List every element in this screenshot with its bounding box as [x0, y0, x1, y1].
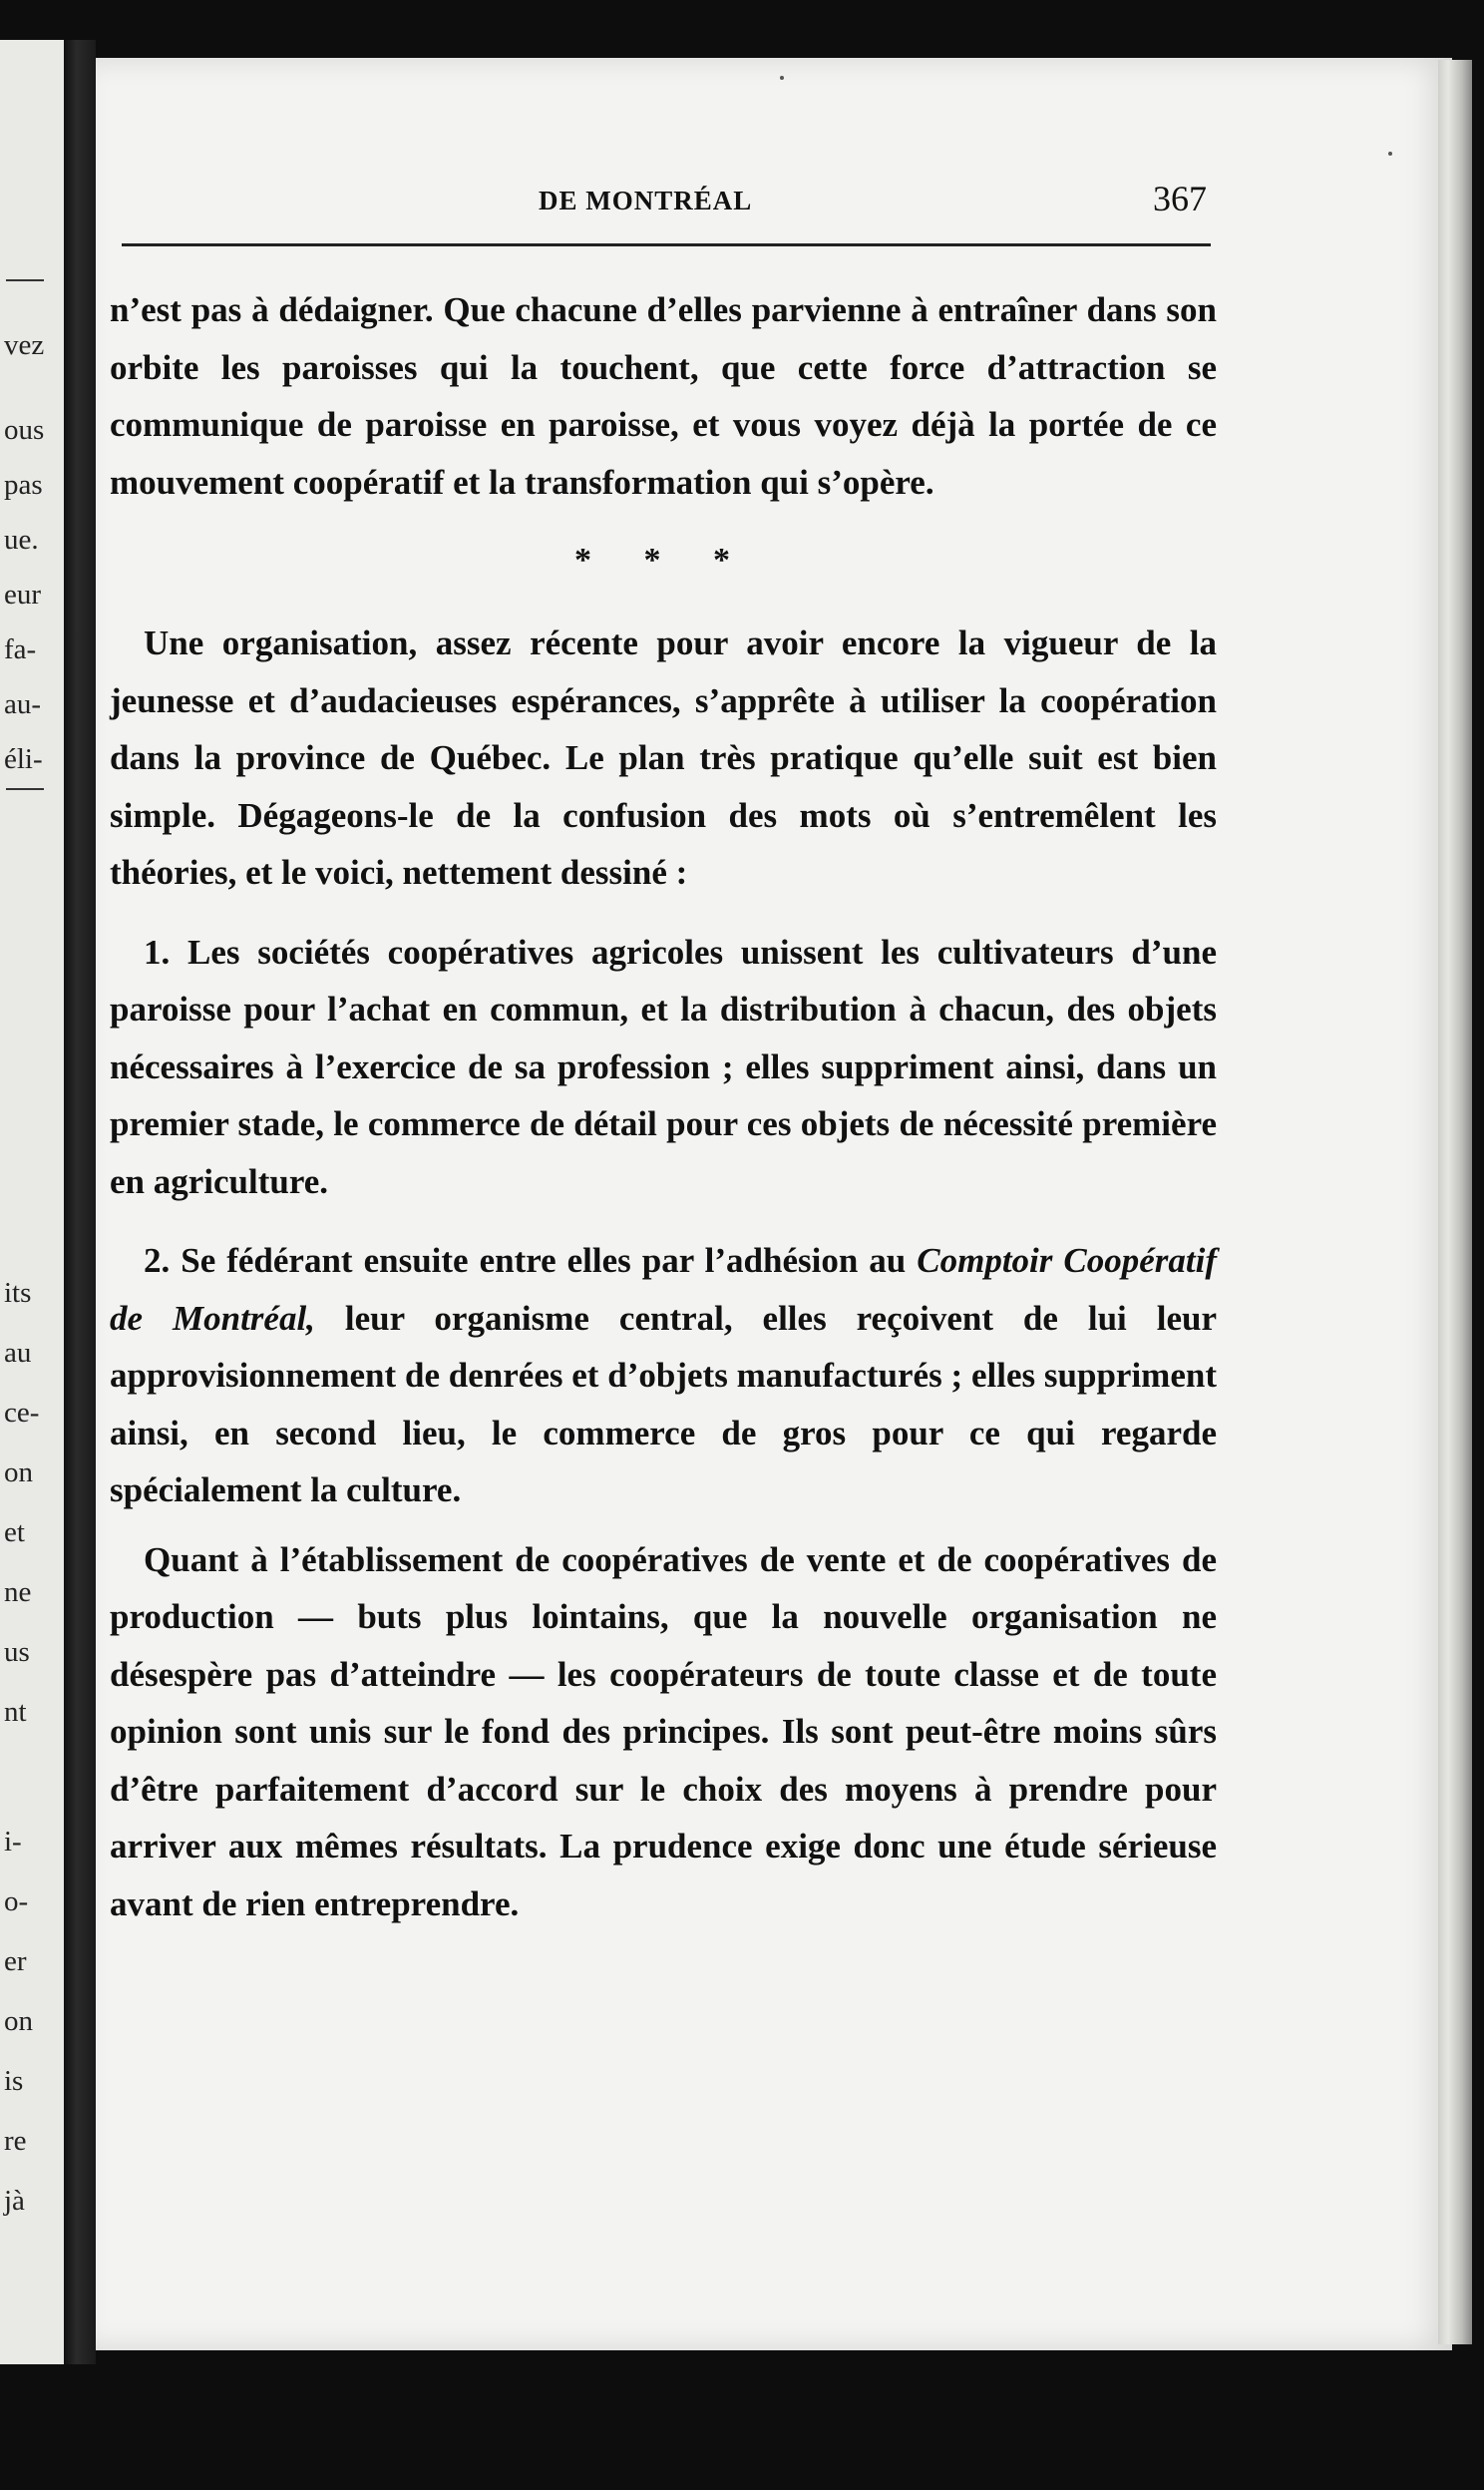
margin-fragment: pas: [4, 469, 43, 501]
margin-fragment: ce-: [4, 1397, 40, 1429]
paragraph: n’est pas à dédaigner. Que chacune d’elles parvienne à entraîner dans son orbite les paroisses qui la touchent, que cette force d’attraction se communique de paroisse en paroisse, et vous voyez déjà la portée de ce mouvement coopératif et la transformation qui s’opère.: [110, 290, 1217, 502]
margin-fragment: i-: [4, 1826, 22, 1858]
margin-fragment: o-: [4, 1885, 29, 1917]
page-number: 367: [1153, 179, 1207, 218]
numbered-item: [110, 1232, 1217, 1519]
book-gutter: [64, 40, 96, 2364]
margin-fragment: us: [4, 1636, 30, 1668]
section-separator: * * *: [574, 542, 752, 579]
margin-fragment: on: [4, 1456, 33, 1488]
running-head: DE MONTRÉAL: [539, 186, 753, 215]
item-text: leur organisme central, elles reçoivent de lui leur approvisionnement de denrées et d’objets manufacturés ; elles suppriment ainsi, en second lieu, le commerce de gros pour ce qui regarde spécialement la culture.: [110, 1298, 1217, 1509]
paper-speck: [1388, 152, 1392, 156]
adjacent-page-rule: [6, 279, 44, 281]
margin-fragment: eur: [4, 579, 42, 611]
margin-fragment: ne: [4, 1576, 32, 1608]
paragraph: Une organisation, assez récente pour avoir encore la vigueur de la jeunesse et d’audacieuses espérances, s’apprête à utiliser la coopération dans la province de Québec. Le plan très pratique qu’elle suit est bien simple. Dégageons-le de la confusion des mots où s’entremêlent les théories, et le voici, nettement dessiné :: [110, 623, 1217, 892]
adjacent-page-rule: [6, 788, 44, 790]
italic-name: Comptoir Coopératif de Montréal,: [110, 1241, 1217, 1338]
margin-fragment: ous: [4, 414, 45, 446]
margin-fragment: is: [4, 2065, 24, 2097]
margin-fragment: et: [4, 1516, 25, 1548]
item-text: 2. Se fédérant ensuite entre elles par l’adhésion au: [144, 1241, 918, 1280]
numbered-item: 1. Les sociétés coopératives agricoles unissent les cultivateurs d’une paroisse pour l’achat en commun, et la distribution à chacun, des objets nécessaires à l’exercice de sa profession ; elles suppriment ainsi, dans un premier stade, le commerce de détail pour ces objets de nécessité première en agriculture.: [110, 932, 1217, 1201]
margin-fragment: au: [4, 1337, 32, 1369]
margin-fragment: vez: [4, 329, 45, 361]
adjacent-page-edge: [0, 40, 64, 2364]
page-stack-edge: [1438, 60, 1472, 2344]
margin-fragment: on: [4, 2005, 33, 2037]
margin-fragment: au-: [4, 688, 42, 720]
header-rule: [122, 243, 1211, 246]
margin-fragment: its: [4, 1277, 32, 1309]
margin-fragment: re: [4, 2125, 27, 2157]
margin-fragment: ue.: [4, 524, 39, 556]
margin-fragment: nt: [4, 1696, 27, 1728]
margin-fragment: er: [4, 1945, 27, 1977]
margin-fragment: jà: [4, 2185, 25, 2217]
paper-speck: [780, 76, 784, 80]
margin-fragment: fa-: [4, 633, 37, 665]
page-body: [110, 281, 1217, 1932]
page-header: [120, 176, 1217, 225]
margin-fragment: éli-: [4, 743, 43, 775]
paragraph: Quant à l’établissement de coopératives de vente et de coopératives de production — buts plus lointains, que la nouvelle organisation ne désespère pas d’atteindre — les coopérateurs de toute classe et de toute opinion sont unis sur le fond des principes. Ils sont peut-être moins sûrs d’être parfaitement d’accord sur le choix des moyens à prendre pour arriver aux mêmes résultats. La prudence exige donc une étude sérieuse avant de rien entreprendre.: [110, 1539, 1217, 1923]
